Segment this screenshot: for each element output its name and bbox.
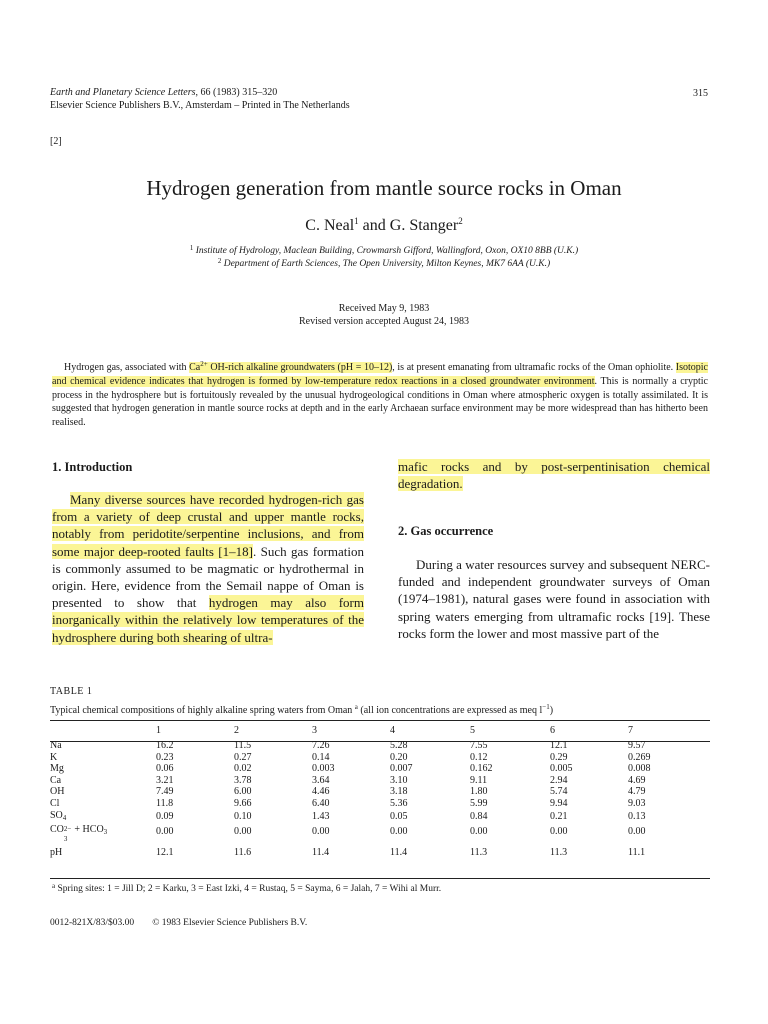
table-cell: 0.10 — [234, 811, 252, 823]
caption-unit-exponent: −1 — [542, 703, 550, 711]
hco3-label: + HCO — [71, 824, 104, 836]
highlight-2: Isotopic and chemical evidence indicates that hydrogen is formed by low-temperature redox reactions in a closed groundwater environment — [52, 362, 708, 387]
table-cell: 0.269 — [628, 751, 651, 763]
column-header: 7 — [628, 725, 633, 737]
gas-occurrence-body — [398, 556, 710, 642]
table-cell: 0.09 — [156, 811, 174, 823]
introduction-continued — [398, 458, 710, 492]
table-cell: 7.55 — [470, 740, 488, 751]
table-cell: 0.21 — [550, 811, 568, 823]
row-label: K — [50, 751, 58, 763]
table-row — [50, 824, 710, 839]
table-cell: 0.00 — [312, 825, 330, 837]
highlight-1-sup: 2+ — [200, 360, 208, 368]
highlight-1b: OH-rich alkaline groundwaters (pH = 10–12) — [207, 362, 393, 373]
table-cell: 0.29 — [550, 751, 568, 763]
table-cell: 12.1 — [550, 740, 568, 751]
row-label: Cl — [50, 797, 60, 809]
copyright: © 1983 Elsevier Science Publishers B.V. — [152, 918, 308, 928]
column-header: 2 — [234, 725, 239, 737]
table-cell: 0.008 — [628, 763, 651, 775]
table-cell: 0.12 — [470, 751, 488, 763]
table-cell: 0.00 — [470, 825, 488, 837]
caption-close: ) — [549, 705, 554, 716]
row-label: Mg — [50, 763, 64, 775]
issn-price: 0012-821X/83/$03.00 — [50, 918, 135, 928]
table-cell: 5.74 — [550, 786, 568, 798]
table-top-rule — [50, 720, 710, 721]
highlight-1a: Ca — [189, 362, 201, 373]
table-cell: 11.3 — [550, 846, 568, 858]
row-label: OH — [50, 786, 65, 798]
row-label: Ca — [50, 774, 62, 786]
affiliation-2-text: Department of Earth Sciences, The Open University, Milton Keynes, MK7 6AA (U.K.) — [223, 259, 551, 269]
abstract-text-1: Hydrogen gas, associated with — [64, 362, 190, 373]
table-cell: 0.13 — [628, 811, 646, 823]
table-row — [50, 786, 710, 798]
table-cell: 3.64 — [312, 774, 330, 786]
page-footer — [50, 918, 307, 928]
highlight-1 — [189, 362, 392, 373]
table-row — [50, 810, 710, 825]
introduction-body — [52, 491, 364, 646]
table-cell: 9.66 — [234, 797, 252, 809]
table-cell: 4.69 — [628, 774, 646, 786]
table-cell: 3.18 — [390, 786, 408, 798]
table-cell: 4.79 — [628, 786, 646, 798]
table-cell: 0.003 — [312, 763, 335, 775]
composition-table — [50, 722, 710, 858]
caption-text: Typical chemical compositions of highly alkaline spring waters from Oman — [50, 705, 353, 716]
table-cell: 0.05 — [390, 811, 408, 823]
table-cell: 9.11 — [470, 774, 488, 786]
affiliation-2-mark: 2 — [217, 257, 222, 265]
row-label: Na — [50, 740, 62, 751]
so4-label: SO — [50, 809, 63, 821]
table-cell: 0.06 — [156, 763, 174, 775]
table-cell: 5.28 — [390, 740, 408, 751]
table-bottom-rule — [50, 878, 710, 879]
table-cell: 0.007 — [390, 763, 413, 775]
table-cell: 16.2 — [156, 740, 174, 751]
co3-subscript: 3 — [63, 835, 68, 844]
table-cell: 7.26 — [312, 740, 330, 751]
table-cell: 4.46 — [312, 786, 330, 798]
table-cell: 1.43 — [312, 811, 330, 823]
intro-highlight-3: mafic rocks and by post-serpentinisation chemical degradation. — [398, 459, 710, 492]
affiliation-2 — [0, 255, 768, 270]
received-dates — [0, 302, 768, 328]
table-cell: 11.1 — [628, 846, 646, 858]
table-cell: 0.005 — [550, 763, 573, 775]
revised-date: Revised version accepted August 24, 1983 — [299, 316, 469, 327]
affiliation-1-mark: 1 — [189, 244, 194, 252]
publisher-line: Elsevier Science Publishers B.V., Amsterdam – Printed in The Netherlands — [50, 100, 350, 111]
journal-citation — [50, 87, 277, 99]
journal-volume: , 66 (1983) 315–320 — [195, 87, 278, 98]
table-cell: 0.23 — [156, 751, 174, 763]
table-cell: 1.80 — [470, 786, 488, 798]
column-header: 4 — [390, 725, 395, 737]
intro-highlight-2: hydrogen may also form inorganically within the relatively low temperatures of the hydrosphere during both shearing of ultra- — [52, 595, 364, 645]
table-cell: 11.6 — [234, 846, 252, 858]
journal-name: Earth and Planetary Science Letters — [50, 87, 196, 98]
table-cell: 11.5 — [234, 740, 252, 751]
table-cell: 2.94 — [550, 774, 568, 786]
abstract-text-2: , is at present emanating from ultramafic rocks of the Oman ophiolite. — [392, 362, 676, 373]
co3-charge: 2− — [63, 825, 72, 834]
table-row — [50, 763, 710, 775]
footnote-mark: a — [52, 882, 56, 890]
received-date: Received May 9, 1983 — [338, 303, 430, 314]
header-blank — [50, 722, 156, 740]
hco3-subscript: 3 — [103, 828, 108, 837]
article-title: Hydrogen generation from mantle source rocks in Oman — [146, 176, 622, 200]
reference-tag: [2] — [50, 136, 62, 147]
table-cell: 0.20 — [390, 751, 408, 763]
table-cell: 0.162 — [470, 763, 493, 775]
table-cell: 11.4 — [312, 846, 330, 858]
caption-footnote-mark: a — [354, 703, 358, 711]
author-1-mark: 1 — [354, 216, 359, 226]
table-row-ph — [50, 839, 710, 859]
caption-units: (all ion concentrations are expressed as meq l — [357, 705, 543, 716]
table-cell: 3.78 — [234, 774, 252, 786]
section-heading-gas-occurrence: 2. Gas occurrence — [398, 524, 494, 538]
footnote-text: Spring sites: 1 = Jill D; 2 = Karku, 3 = East Izki, 4 = Rustaq, 5 = Sayma, 6 = Jalah, 7 = Wihi al Murr. — [55, 884, 442, 894]
table-cell: 0.00 — [234, 825, 252, 837]
table-label: TABLE 1 — [50, 686, 93, 697]
column-header: 5 — [470, 725, 475, 737]
intro-text: . Such gas formation is commonly assumed to be magmatic or hydrothermal in origin. Here, evidence from the Semail nappe of Oman is presented to show that — [52, 543, 364, 611]
table-row — [50, 775, 710, 787]
table-cell: 3.10 — [390, 774, 408, 786]
table-cell: 9.57 — [628, 740, 646, 751]
abstract — [52, 358, 708, 430]
table-cell: 0.00 — [550, 825, 568, 837]
column-header: 1 — [156, 725, 161, 737]
table-cell: 7.49 — [156, 786, 174, 798]
table-caption — [50, 703, 553, 716]
section-heading-introduction: 1. Introduction — [52, 460, 133, 474]
author-2-mark: 2 — [458, 216, 463, 226]
table-row — [50, 752, 710, 764]
gas-occurrence-text: During a water resources survey and subsequent NERC-funded and independent groundwater surveys of Oman (1974–1981), natural gases were found in association with spring waters emerging from ultramafic rocks [19]. These rocks form the lower and most massive part of the — [398, 557, 710, 641]
table-cell: 3.21 — [156, 774, 174, 786]
column-header: 6 — [550, 725, 555, 737]
column-header: 3 — [312, 725, 317, 737]
author-and: and — [358, 217, 390, 234]
co3-label: CO — [50, 824, 64, 836]
table-footnote — [52, 882, 441, 894]
author-1: C. Neal — [305, 217, 355, 234]
table-cell: 6.00 — [234, 786, 252, 798]
table-cell: 5.36 — [390, 797, 408, 809]
table-cell: 0.84 — [470, 811, 488, 823]
so4-subscript: 4 — [62, 813, 67, 822]
table-cell: 11.8 — [156, 797, 174, 809]
affiliation-1-text: Institute of Hydrology, Maclean Building, Crowmarsh Gifford, Wallingford, Oxon, OX10 8BB (U.K.) — [195, 246, 579, 256]
table-header-row — [50, 722, 710, 740]
table-cell: 11.4 — [390, 846, 408, 858]
table-cell: 9.03 — [628, 797, 646, 809]
page-number: 315 — [693, 88, 708, 99]
table-cell: 0.02 — [234, 763, 252, 775]
table-row — [50, 740, 710, 752]
author-2: G. Stanger — [389, 217, 459, 234]
table-cell: 0.00 — [156, 825, 174, 837]
table-cell: 0.27 — [234, 751, 252, 763]
table-cell: 0.00 — [628, 825, 646, 837]
row-label — [50, 824, 156, 844]
row-label: pH — [50, 846, 63, 858]
table-cell: 11.3 — [470, 846, 488, 858]
table-cell: 9.94 — [550, 797, 568, 809]
table-cell: 5.99 — [470, 797, 488, 809]
table-cell: 0.14 — [312, 751, 330, 763]
authors — [0, 216, 768, 235]
table-cell: 0.00 — [390, 825, 408, 837]
abstract-text-3: . This is normally a cryptic process in the hydrosphere but is fortuitously revealed by the unusual hydrogeological conditions in Oman where atmospheric oxygen is totally assimilated. It is suggested that hydrogen generation in mantle source rocks at depth and in the early Archaean surface environment may be more widespread than has hitherto been realised. — [52, 375, 708, 429]
table-cell: 6.40 — [312, 797, 330, 809]
row-label — [50, 810, 156, 825]
table-cell: 12.1 — [156, 846, 174, 858]
table-row — [50, 798, 710, 810]
intro-highlight-1: Many diverse sources have recorded hydrogen-rich gas from a variety of deep crustal and upper mantle rocks, notably from peridotite/serpentine inclusions, and from some major deep-rooted faults [1–18] — [52, 492, 364, 559]
